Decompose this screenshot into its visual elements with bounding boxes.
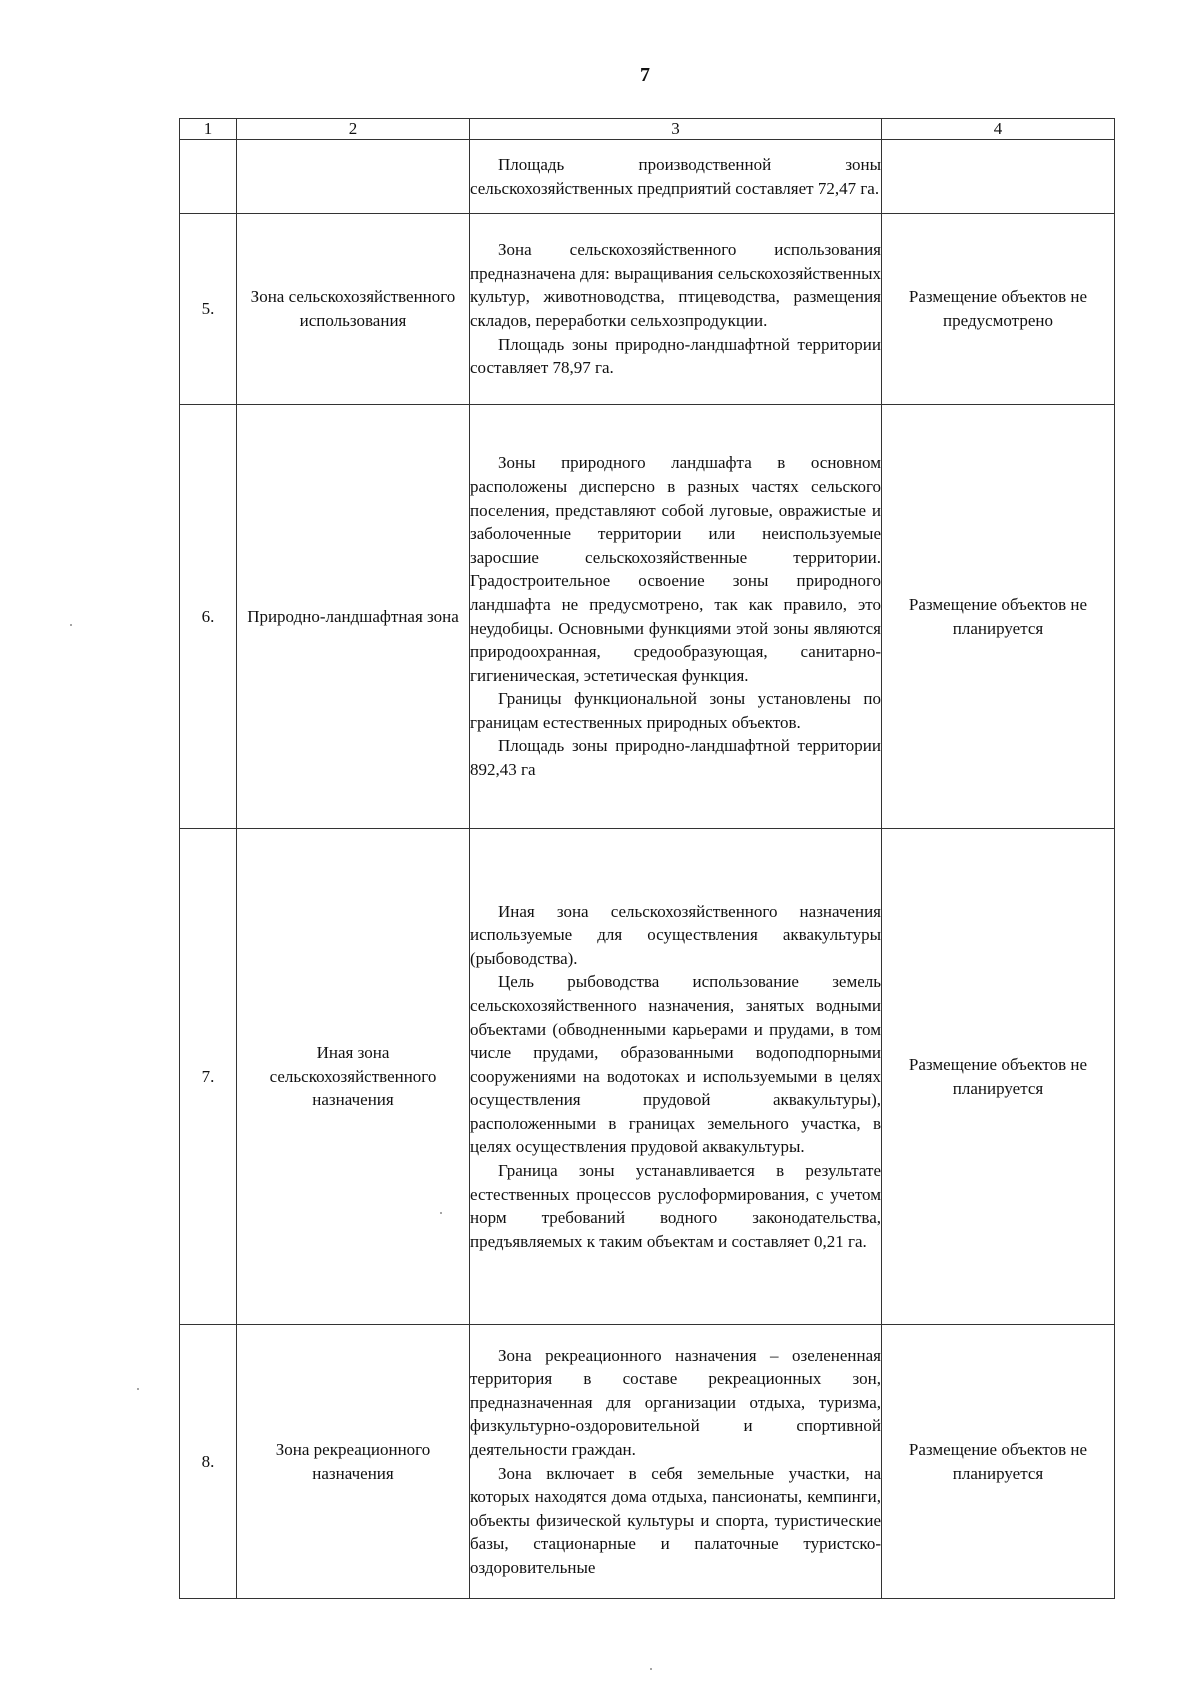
placement-note: Размещение объектов не планируется: [882, 1325, 1115, 1599]
zones-table: [179, 118, 1115, 1599]
description-paragraph: Зона рекреационного назначения – озелененная территория в составе рекреационных зон, предназначенная для организации отдыха, туризма, физкультурно-оздоровительной и спортивной деятельности граждан.: [470, 1345, 881, 1459]
description-paragraph: Цель рыбоводства использование земель сельскохозяйственного назначения, занятых водными объектами (обводненными карьерами и прудами, в том числе прудами, образованными водоподпорными сооружениями на водотоках и используемыми в целях осуществления прудовой аквакультуры), расположенными в границах земельного участка, в целях осуществления прудовой аквакультуры.: [470, 972, 881, 1157]
zone-description: [470, 829, 882, 1325]
row-number: 8.: [180, 1325, 237, 1599]
zone-description: [470, 405, 882, 829]
placement-note: Размещение объектов не предусмотрено: [882, 214, 1115, 405]
zone-description: [470, 1325, 882, 1599]
table-row: [180, 405, 1115, 829]
zone-description: [470, 214, 882, 405]
description-paragraph: Площадь зоны природно-ландшафтной территории составляет 78,97 га.: [470, 334, 881, 378]
table-row: [180, 1325, 1115, 1599]
column-header-2: 2: [237, 119, 470, 140]
zone-name: Иная зона сельскохозяйственного назначения: [237, 829, 470, 1325]
zone-name: Природно-ландшафтная зона: [237, 405, 470, 829]
row-number: 6.: [180, 405, 237, 829]
description-paragraph: Иная зона сельскохозяйственного назначения используемые для осуществления аквакультуры (рыбоводства).: [470, 901, 881, 968]
placement-note: [882, 140, 1115, 214]
scan-speck: [650, 1668, 652, 1670]
placement-note: Размещение объектов не планируется: [882, 829, 1115, 1325]
description-paragraph: Границы функциональной зоны установлены по границам естественных природных объектов.: [470, 689, 881, 732]
zone-name: [237, 140, 470, 214]
description-paragraph: Граница зоны устанавливается в результате естественных процессов руслоформирования, с учетом норм требований водного законодательства, предъявляемых к таким объектам и составляет 0,21 га.: [470, 1161, 881, 1251]
zone-description: [470, 140, 882, 214]
table-row: [180, 829, 1115, 1325]
placement-note: Размещение объектов не планируется: [882, 405, 1115, 829]
row-number: 7.: [180, 829, 237, 1325]
table-row: [180, 214, 1115, 405]
row-number: 5.: [180, 214, 237, 405]
description-paragraph: Зоны природного ландшафта в основном расположены дисперсно в разных частях сельского поселения, представляют собой луговые, овражистые и заболоченные территории или неиспользуемые заросшие сельскохозяйственные территории. Градостроительное освоение зоны природного ландшафта не предусмотрено, так как правило, это неудобицы. Основными функциями этой зоны являются природоохранная, средообразующая, санитарно-гигиеническая, эстетическая функция.: [470, 453, 881, 685]
column-header-4: 4: [882, 119, 1115, 140]
zone-name: Зона рекреационного назначения: [237, 1325, 470, 1599]
description-paragraph: Площадь производственной зоны сельскохозяйственных предприятий составляет 72,47 га.: [470, 154, 881, 198]
description-paragraph: Зона включает в себя земельные участки, на которых находятся дома отдыха, пансионаты, кемпинги, объекты физической культуры и спорта, туристические базы, стационарные и палаточные туристско-оздоровительные: [470, 1463, 881, 1577]
scan-speck: [70, 624, 72, 626]
description-paragraph: Площадь зоны природно-ландшафтной территории 892,43 га: [470, 736, 881, 780]
row-number: [180, 140, 237, 214]
page-number: 7: [640, 64, 650, 86]
scan-speck: [440, 1212, 442, 1214]
description-paragraph: Зона сельскохозяйственного использования предназначена для: выращивания сельскохозяйственных культур, животноводства, птицеводства, размещения складов, переработки сельхозпродукции.: [470, 240, 881, 330]
column-header-1: 1: [180, 119, 237, 140]
table-header-row: [180, 119, 1115, 140]
zone-name: Зона сельскохозяйственного использования: [237, 214, 470, 405]
scan-speck: [137, 1388, 139, 1390]
column-header-3: 3: [470, 119, 882, 140]
table-row: [180, 140, 1115, 214]
